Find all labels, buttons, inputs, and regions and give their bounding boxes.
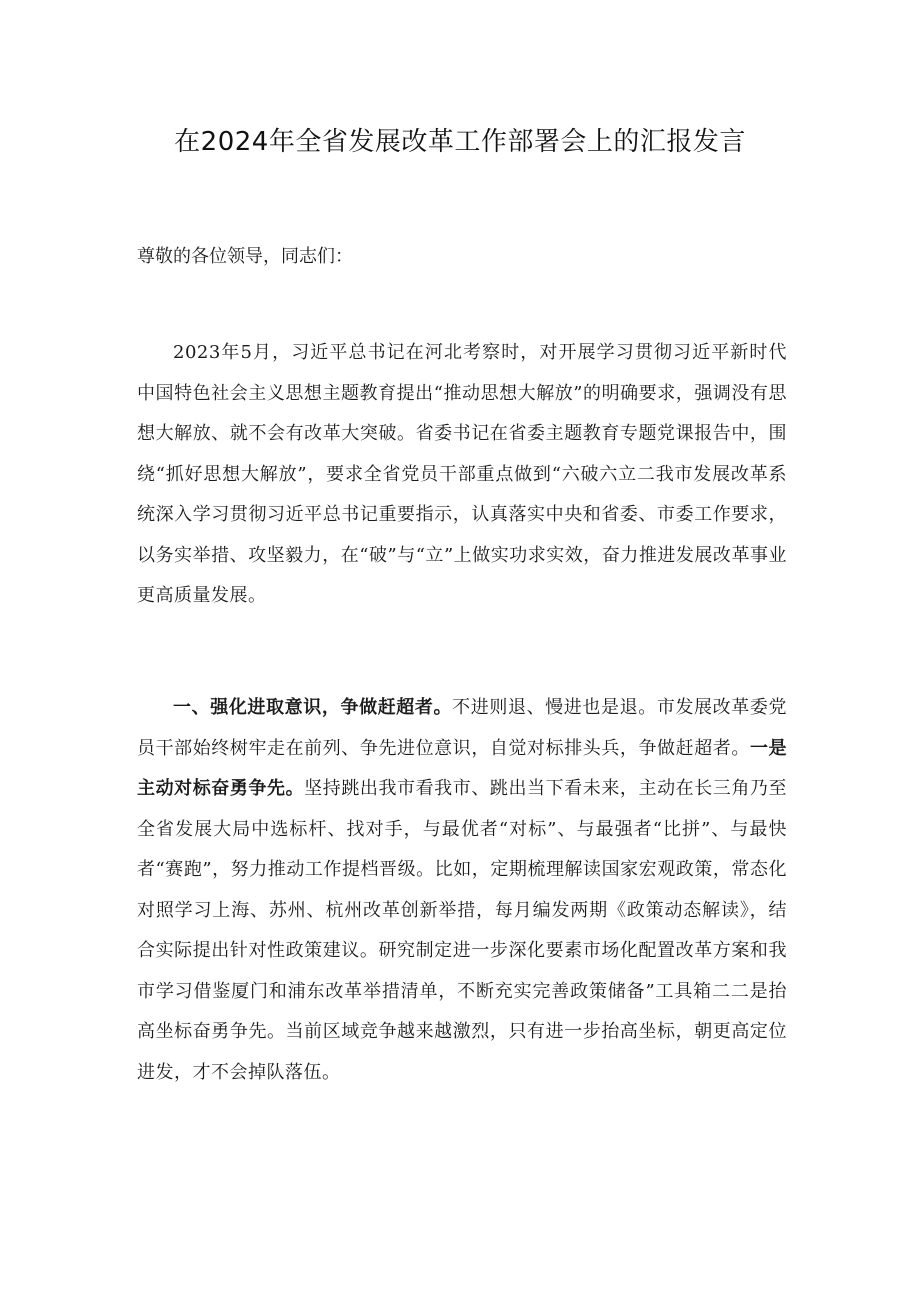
paragraph-intro: 2023年5月，习近平总书记在河北考察时，对开展学习贯彻习近平新时代中国特色社会主义思想主题教育提出“推动思想大解放”的明确要求，强调没有思想大解放、就不会有改革大突破。省委书记在省委主题教育专题党课报告中，围绕“抓好思想大解放”，要求全省党员干部重点做到“六破六立二我市发展改革系统深入学习贯彻习近平总书记重要指示，认真落实中央和省委、市委工作要求，以务实举措、攻坚毅力，在“破”与“立”上做实功求实效，奋力推进发展改革事业更高质量发展。 xyxy=(137,342,787,606)
section-text-a: 不进则退、慢进也是退。市发展改革委党员干部始终树牢走在前列、争先进位意识，自觉对标排头兵，争做赶超者。 xyxy=(137,697,787,759)
section-subheading: 一是主动对标奋勇争先。 xyxy=(137,737,788,799)
paragraph-section-one xyxy=(137,688,787,1093)
salutation: 尊敬的各位领导，同志们： xyxy=(137,246,353,267)
section-text-b: 坚持跳出我市看我市、跳出当下看未来，主动在长三角乃至全省发展大局中选标杆、找对手，与最优者“对标”、与最强者“比拼”、与最快者“赛跑”，努力推动工作提档晋级。比如，定期梳理解读国家宏观政策，常态化对照学习上海、苏州、杭州改革创新举措，每月编发两期《政策动态解读》，结合实际提出针对性政策建议。研究制定进一步深化要素市场化配置改革方案和我市学习借鉴厦门和浦东改革举措清单，不断充实完善政策储备”工具箱二二是抬高坐标奋勇争先。当前区域竞争越来越激烈，只有进一步抬高坐标，朝更高定位进发，才不会掉队落伍。 xyxy=(137,778,788,1083)
document-title: 在2024年全省发展改革工作部署会上的汇报发言 xyxy=(174,127,746,157)
section-heading: 一、强化进取意识，争做赶超者。 xyxy=(173,697,453,718)
